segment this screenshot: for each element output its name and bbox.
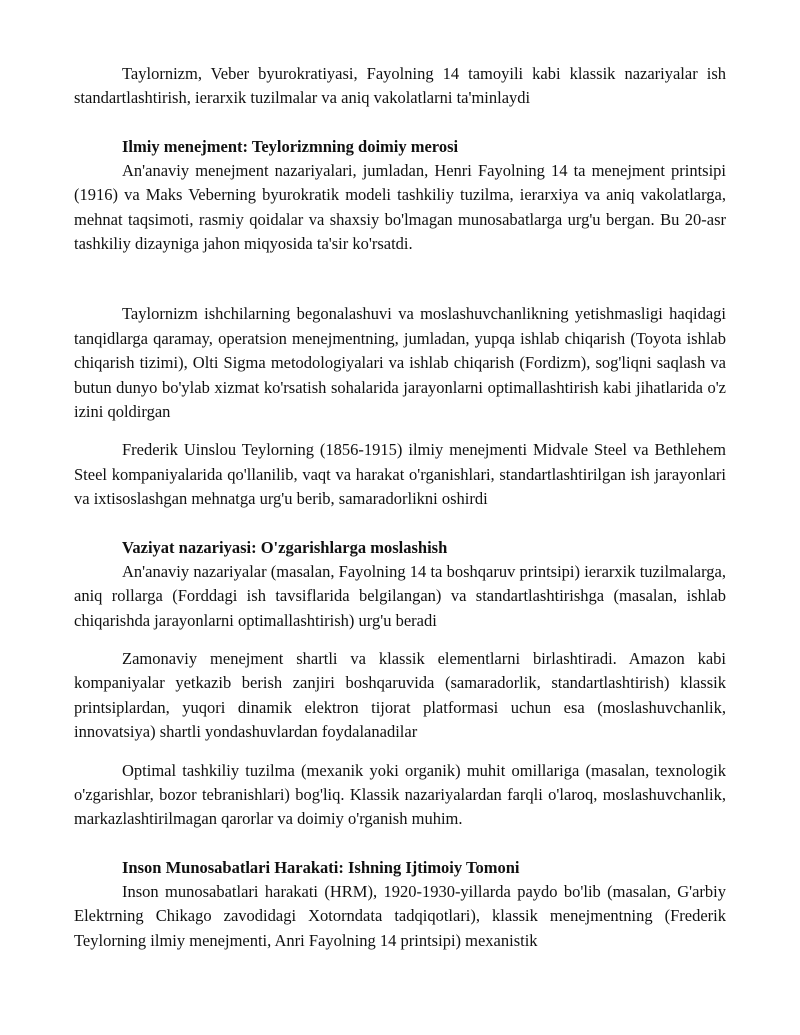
paragraph: Optimal tashkiliy tuzilma (mexanik yoki organik) muhit omillariga (masalan, texnologik o'zgarishlar, bozor tebranishlari) bog'liq. Klassik nazariyalardan farqli o'laroq, moslashuvchanlik, markazlashtirilmagan qarorlar va doimiy o'rganish muhim. <box>74 760 726 829</box>
paragraph: Inson munosabatlari harakati (HRM), 1920-1930-yillarda paydo bo'lib (masalan, G'arbiy Elektrning Chikago zavodidagi Xotorndata tadqiqotlari), klassik menejmentning (Frederik Teylorning ilmiy menejmenti, Anri Fayolning 14 printsipi) mexanistik <box>74 881 726 950</box>
section-heading-human-relations: Inson Munosabatlari Harakati: Ishning Ijtimoiy Tomoni <box>122 857 520 877</box>
intro-paragraph: Taylornizm, Veber byurokratiyasi, Fayolning 14 tamoyili kabi klassik nazariyalar ish standartlashtirish, ierarxik tuzilmalar va aniq vakolatlarni ta'minlaydi <box>74 64 726 108</box>
paragraph: An'anaviy menejment nazariyalari, jumladan, Henri Fayolning 14 ta menejment printsipi (1916) va Maks Veberning byurokratik modeli tashkiliy tuzilma, ierarxiya va aniq vakolatlarga, mehnat taqsimoti, rasmiy qoidalar va shaxsiy bo'lmagan munosabatlarga urg'u bergan. Bu 20-asr tashkiliy dizayniga jahon miqyosida ta'sir ko'rsatdi. <box>74 160 726 254</box>
paragraph: Zamonaviy menejment shartli va klassik elementlarni birlashtiradi. Amazon kabi kompaniyalar yetkazib berish zanjiri boshqaruvida (samaradorlik, standartlashtirish) klassik printsiplardan, yuqori dinamik elektron tijorat platformasi uchun esa (moslashuvchanlik, innovatsiya) shartli yondashuvlardan foydalanadilar <box>74 648 726 742</box>
paragraph: An'anaviy nazariyalar (masalan, Fayolning 14 ta boshqaruv printsipi) ierarxik tuzilmalarga, aniq rollarga (Forddagi ish tavsiflarida belgilangan) va standartlashtirishga (masalan, ishlab chiqarishda jarayonlarni optimallashtirish) urg'u beradi <box>74 561 726 630</box>
section-heading-scientific-management: Ilmiy menejment: Teylorizmning doimiy merosi <box>122 136 459 156</box>
paragraph: Taylornizm ishchilarning begonalashuvi va moslashuvchanlikning yetishmasligi haqidagi tanqidlarga qaramay, operatsion menejmentning, jumladan, yupqa ishlab chiqarish (Toyota ishlab chiqarish tizimi), Olti Sigma metodologiyalari va ishlab chiqarish (Fordizm), sog'liqni saqlash va butun dunyo bo'ylab xizmat ko'rsatish sohalarida jarayonlarni optimallashtirish kabi jihatlarida o'z izini qoldirgan <box>74 304 726 422</box>
section-heading-contingency-theory: Vaziyat nazariyasi: O'zgarishlarga moslashish <box>122 537 448 557</box>
paragraph: Frederik Uinslou Teylorning (1856-1915) ilmiy menejmenti Midvale Steel va Bethlehem Steel kompaniyalarida qo'llanilib, vaqt va harakat o'rganishlari, standartlashtirilgan ish jarayonlari va ixtisoslashgan mehnatga urg'u berib, samaradorlikni oshirdi <box>74 440 726 509</box>
